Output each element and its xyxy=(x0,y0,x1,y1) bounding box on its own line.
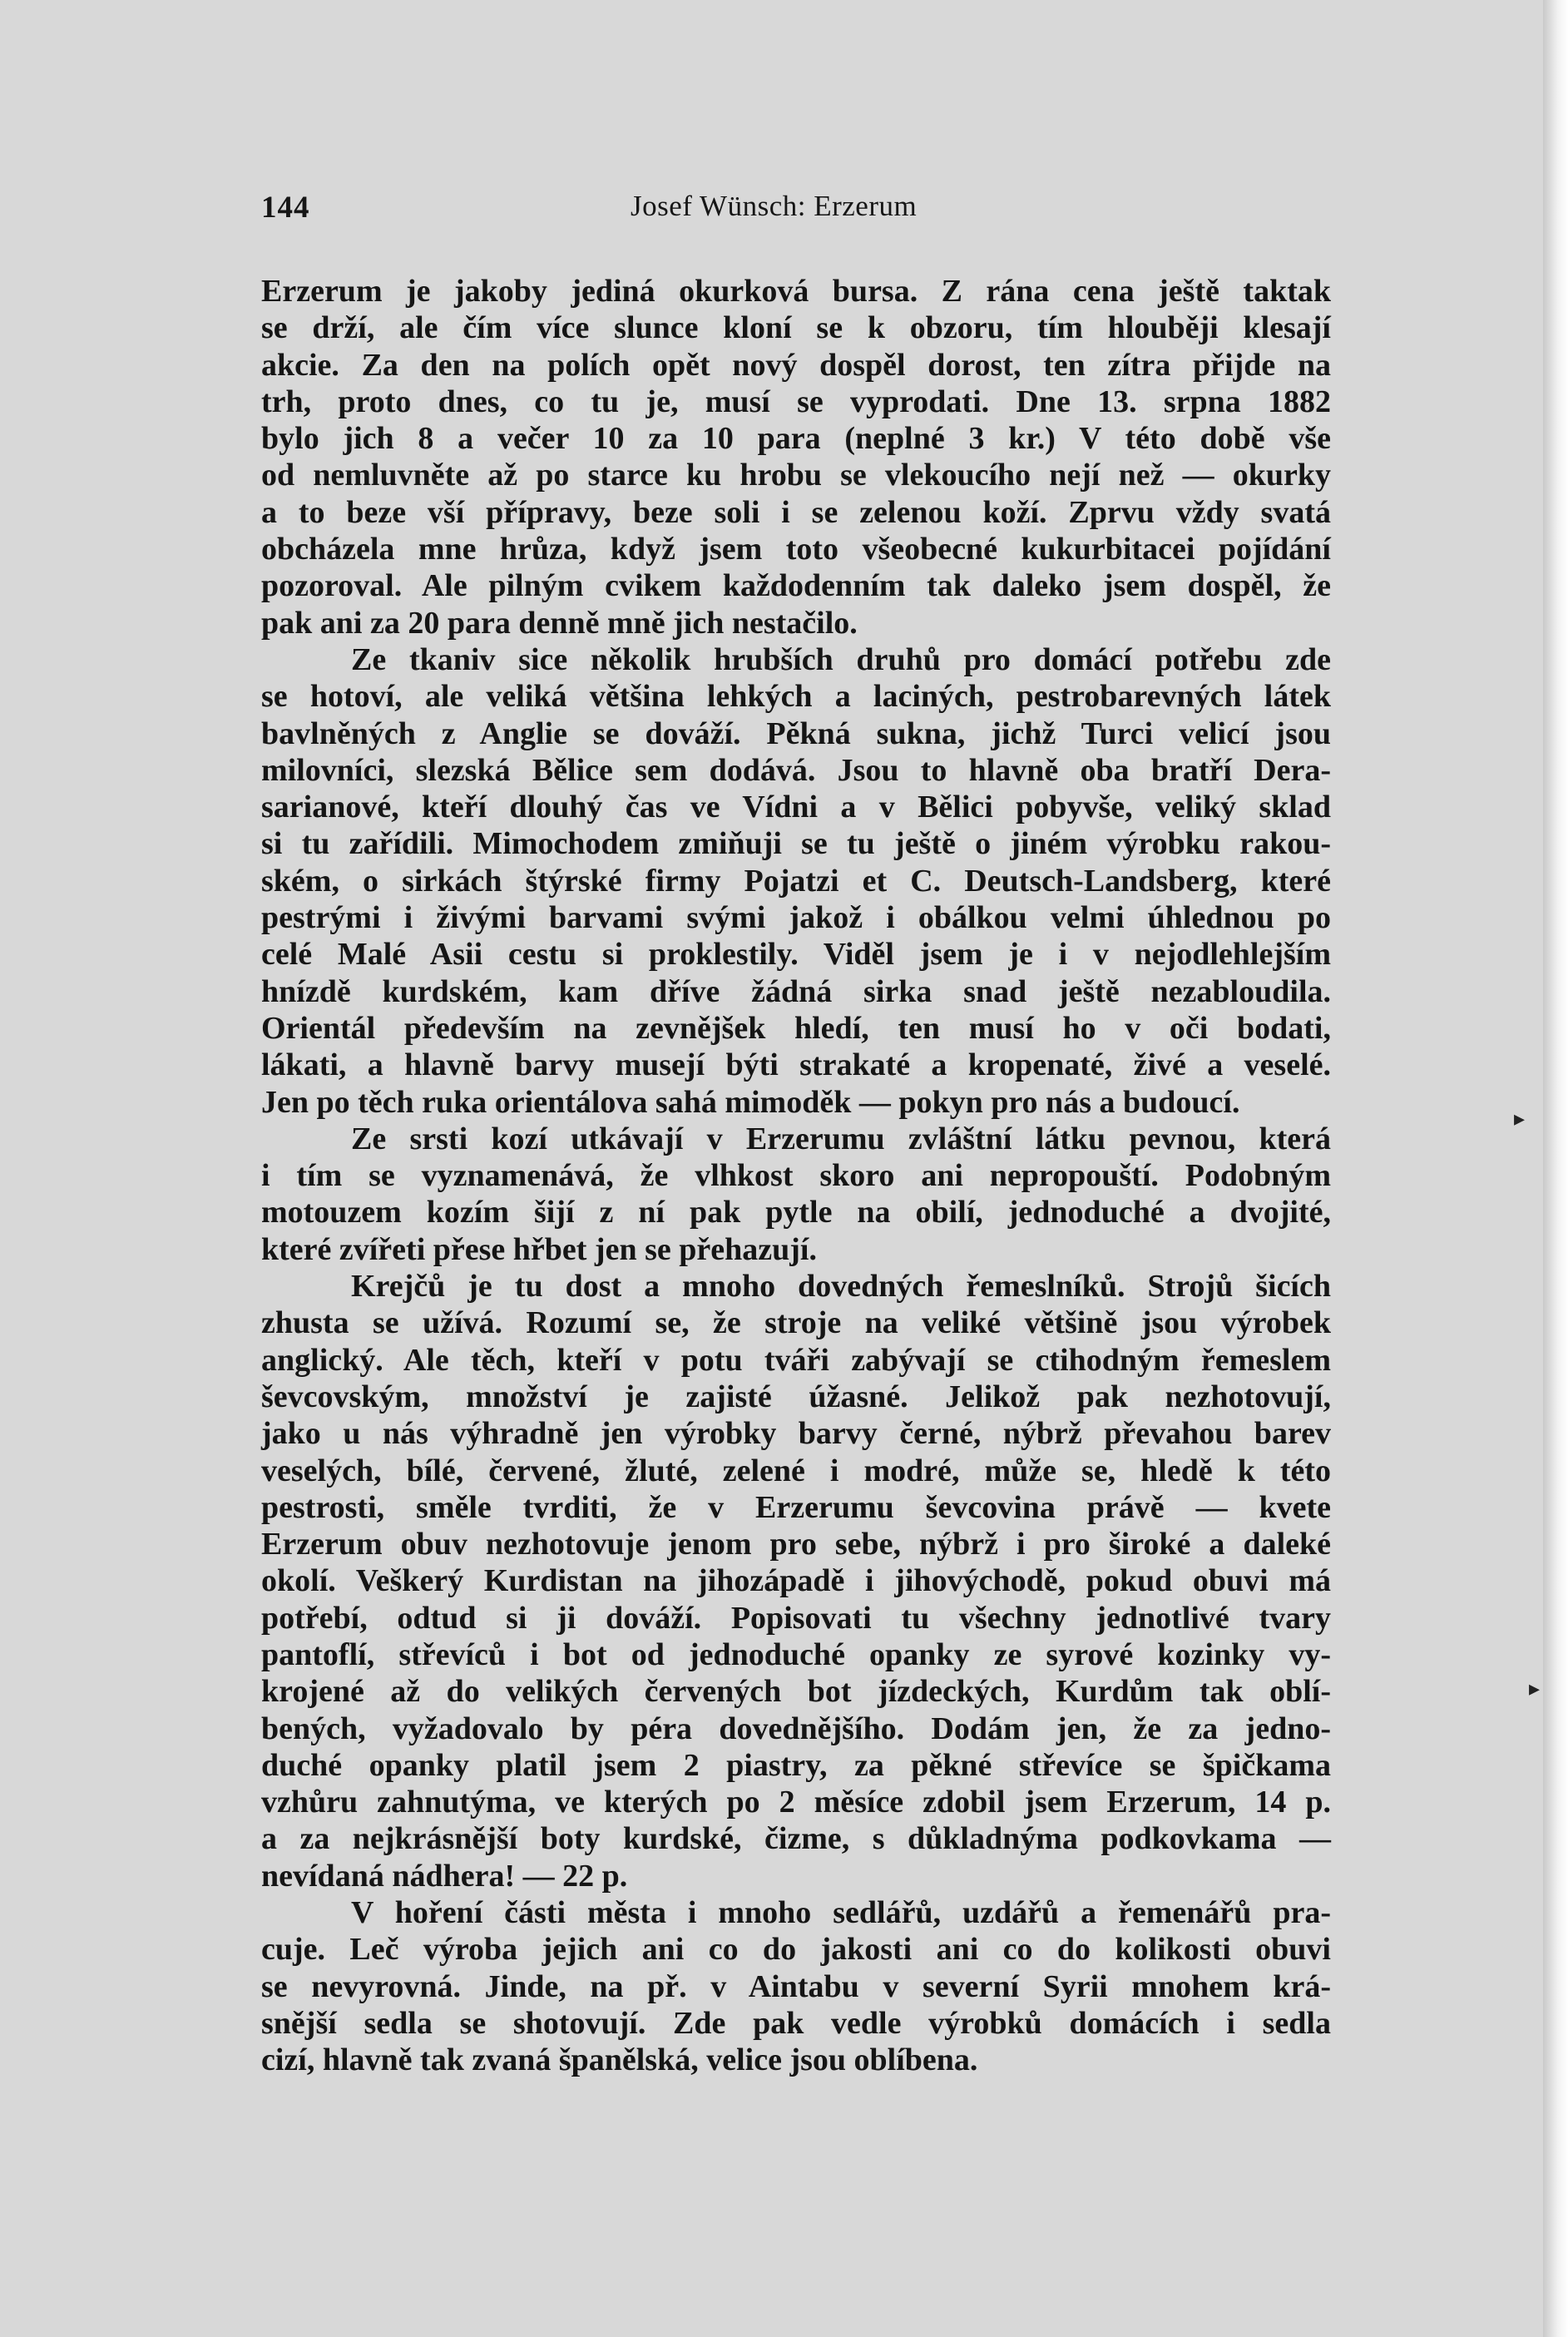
text-line: bených, vyžadovalo by péra dovednějšího. Dodám jen, že za jedno- xyxy=(261,1711,1331,1746)
text-line: motouzem kozím šijí z ní pak pytle na obilí, jednoduché a dvojité, xyxy=(261,1195,1331,1230)
text-line: cizí, hlavně tak zvaná španělská, velice jsou oblíbena. xyxy=(261,2042,978,2078)
text-line: jako u nás výhradně jen výrobky barvy černé, nýbrž převahou barev xyxy=(261,1416,1331,1452)
text-line: Jen po těch ruka orientálova sahá mimoděk — pokyn pro nás a budoucí. xyxy=(261,1084,1240,1120)
text-line: i tím se vyznamenává, že vlhkost skoro ani nepropouští. Podobným xyxy=(261,1158,1331,1194)
page-header xyxy=(261,190,1331,231)
text-line: Erzerum obuv nezhotovuje jenom pro sebe, nýbrž i pro široké a daleké xyxy=(261,1527,1331,1562)
text-line: Orientál především na zevnějšek hledí, ten musí ho v oči bodati, xyxy=(261,1010,1331,1046)
text-line: duché opanky platil jsem 2 piastry, za pěkné střevíce se špičkama xyxy=(261,1747,1331,1783)
text-line: snější sedla se shotovují. Zde pak vedle výrobků domácích i sedla xyxy=(261,2005,1331,2041)
text-line: nevídaná nádhera! — 22 p. xyxy=(261,1858,628,1894)
paragraph xyxy=(261,1121,1331,1268)
text-line: se drží, ale čím více slunce kloní se k obzoru, tím hlouběji klesají xyxy=(261,310,1331,346)
margin-mark: ▸ xyxy=(1514,1107,1526,1131)
text-line: a to beze vší přípravy, beze soli i se zelenou koží. Zprvu vždy svatá xyxy=(261,494,1331,530)
text-line: Erzerum je jakoby jediná okurková bursa. Z rána cena ještě taktak xyxy=(261,274,1331,309)
text-line: okolí. Veškerý Kurdistan na jihozápadě i jihovýchodě, pokud obuvi má xyxy=(261,1563,1331,1599)
text-line: se nevyrovná. Jinde, na př. v Aintabu v severní Syrii mnohem krá- xyxy=(261,1968,1331,2004)
text-line: se hotoví, ale veliká většina lehkých a laciných, pestrobarevných látek xyxy=(261,679,1331,715)
text-line: trh, proto dnes, co tu je, musí se vyprodati. Dne 13. srpna 1882 xyxy=(261,384,1331,419)
text-line: milovníci, slezská Bělice sem dodává. Jsou to hlavně oba bratří Dera- xyxy=(261,752,1331,788)
paragraph xyxy=(261,273,1331,641)
running-title: Josef Wünsch: Erzerum xyxy=(631,190,918,222)
text-line: si tu zařídili. Mimochodem zmiňuji se tu ještě o jiném výrobku rakou- xyxy=(261,826,1331,862)
text-line: od nemluvněte až po starce ku hrobu se vlekoucího nejí než — okurky xyxy=(261,458,1331,493)
text-line: které zvířeti přese hřbet jen se přehazují. xyxy=(261,1231,817,1267)
text-line: ském, o sirkách štýrské firmy Pojatzi et C. Deutsch-Landsberg, které xyxy=(261,863,1331,899)
paragraph xyxy=(261,1894,1331,2078)
paragraph xyxy=(261,1268,1331,1894)
page-edge xyxy=(1543,0,1568,2337)
text-line: akcie. Za den na polích opět nový dospěl dorost, ten zítra přijde na xyxy=(261,347,1331,383)
text-line: a za nejkrásnější boty kurdské, čizme, s důkladnýma podkovkama — xyxy=(261,1821,1331,1857)
text-line: Ze tkaniv sice několik hrubších druhů pro domácí potřebu zde xyxy=(351,641,1331,677)
text-line: sarianové, kteří dlouhý čas ve Vídni a v Bělici pobyvše, veliký sklad xyxy=(261,790,1331,825)
text-line: krojené až do velikých červených bot jízdeckých, Kurdům tak oblí- xyxy=(261,1674,1331,1710)
text-line: pestrými i živými barvami svými jakož i obálkou velmi úhlednou po xyxy=(261,900,1331,936)
body-text xyxy=(261,273,1331,2079)
text-line: hnízdě kurdském, kam dříve žádná sirka snad ještě nezabloudila. xyxy=(261,973,1331,1009)
text-line: Ze srsti kozí utkávají v Erzerumu zvláštní látku pevnou, která xyxy=(351,1121,1331,1156)
text-line: vzhůru zahnutýma, ve kterých po 2 měsíce zdobil jsem Erzerum, 14 p. xyxy=(261,1785,1331,1820)
text-line: pantoflí, střevíců i bot od jednoduché opanky ze syrové kozinky vy- xyxy=(261,1636,1331,1672)
text-line: potřebí, odtud si ji dováží. Popisovati tu všechny jednotlivé tvary xyxy=(261,1600,1331,1636)
text-line: bylo jich 8 a večer 10 za 10 para (neplné 3 kr.) V této době vše xyxy=(261,421,1331,457)
text-line: pozoroval. Ale pilným cvikem každodenním tak daleko jsem dospěl, že xyxy=(261,568,1331,604)
page-number: 144 xyxy=(261,191,310,225)
text-line: pestrosti, směle tvrditi, že v Erzerumu ševcovina právě — kvete xyxy=(261,1489,1331,1525)
text-line: celé Malé Asii cestu si proklestily. Viděl jsem je i v nejodlehlejším xyxy=(261,937,1331,973)
text-line: lákati, a hlavně barvy musejí býti strakaté a kropenaté, živé a veselé. xyxy=(261,1047,1331,1083)
text-line: ševcovským, množství je zajisté úžasné. Jelikož pak nezhotovují, xyxy=(261,1379,1331,1414)
margin-mark: ▸ xyxy=(1529,1676,1541,1701)
text-line: V hoření části města i mnoho sedlářů, uzdářů a řemenářů pra- xyxy=(351,1895,1331,1931)
text-line: obcházela mne hrůza, když jsem toto všeobecné kukurbitacei pojídání xyxy=(261,532,1331,567)
text-line: Krejčů je tu dost a mnoho dovedných řemeslníků. Strojů šicích xyxy=(351,1269,1331,1305)
text-line: bavlněných z Anglie se dováží. Pěkná sukna, jichž Turci velicí jsou xyxy=(261,715,1331,751)
text-line: cuje. Leč výroba jejich ani co do jakosti ani co do kolikosti obuvi xyxy=(261,1932,1331,1968)
text-line: pak ani za 20 para denně mně jich nestačilo. xyxy=(261,605,858,641)
paragraph xyxy=(261,641,1331,1121)
text-line: anglický. Ale těch, kteří v potu tváři zabývají se ctihodným řemeslem xyxy=(261,1342,1331,1378)
text-line: zhusta se užívá. Rozumí se, že stroje na veliké většině jsou výrobek xyxy=(261,1305,1331,1341)
text-line: veselých, bílé, červené, žluté, zelené i modré, může se, hledě k této xyxy=(261,1453,1331,1488)
